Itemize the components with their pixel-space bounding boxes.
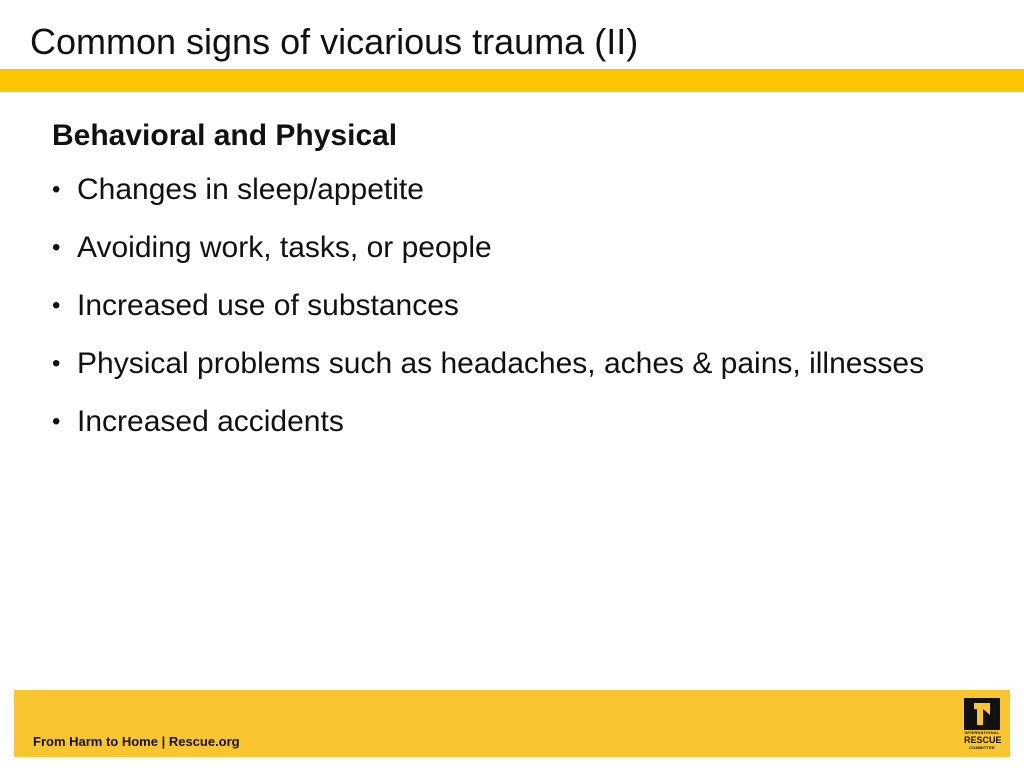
bullet-dot-icon: • <box>52 292 61 319</box>
logo-line-top: INTERNATIONAL <box>964 730 1000 735</box>
bullet-item <box>52 170 952 210</box>
title-accent-bar <box>0 69 1024 92</box>
logo-line-bottom: COMMITTEE <box>969 745 995 750</box>
bullet-dot-icon: • <box>52 408 61 435</box>
bullet-dot-icon: • <box>52 350 61 377</box>
section-heading: Behavioral and Physical <box>52 119 398 152</box>
logo-line-main: RESCUE <box>964 735 1002 745</box>
footer-band <box>14 690 1010 757</box>
bullet-dot-icon: • <box>52 176 61 203</box>
bullet-text: Avoiding work, tasks, or people <box>77 231 492 264</box>
bullet-text: Increased use of substances <box>77 289 459 322</box>
bullet-dot-icon: • <box>52 234 61 261</box>
bullet-item <box>52 344 952 384</box>
bullet-text: Increased accidents <box>77 405 344 438</box>
bullet-item <box>52 286 952 326</box>
irc-logo-icon <box>964 698 1000 730</box>
bullet-item <box>52 228 952 268</box>
bullet-item <box>52 402 952 442</box>
footer-text: From Harm to Home | Rescue.org <box>33 734 240 749</box>
slide-title: Common signs of vicarious trauma (II) <box>30 21 639 62</box>
irc-logo <box>964 698 1000 752</box>
bullet-text: Physical problems such as headaches, aches & pains, illnesses <box>77 347 925 380</box>
bullet-list <box>52 170 952 460</box>
bullet-text: Changes in sleep/appetite <box>77 173 424 206</box>
